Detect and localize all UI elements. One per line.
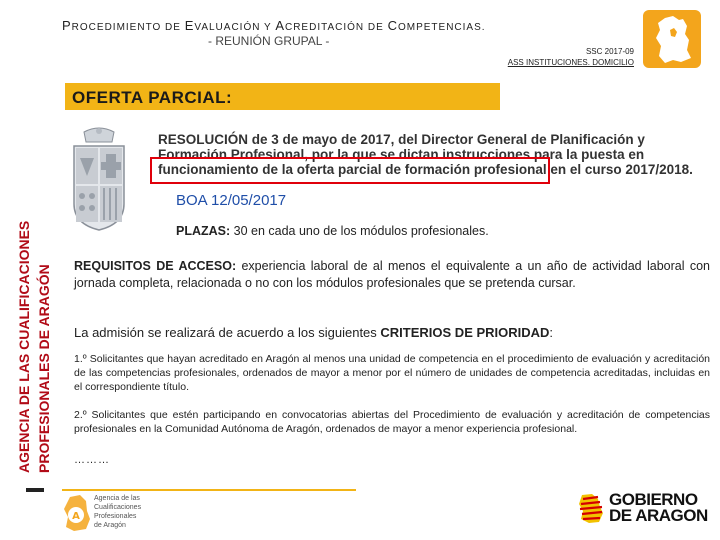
document-code: SSC 2017-09 ASS INSTITUCIONES. DOMICILIO [507, 47, 634, 67]
agency-logo-text: Agencia de las Cualificaciones Profesionales de Aragón [94, 495, 142, 529]
resolution-title: RESOLUCIÓN de 3 de mayo de 2017, del Director General de Planificación y Formación Profesional, por la que se dictan instrucciones para la puesta en funcionamiento de la oferta parcial de formación profesional en el curso 2017/2018. [158, 132, 693, 177]
criterio-2: 2.º Solicitantes que estén participando en convocatorias abiertas del Procedimiento de evaluación y acreditación de competencias profesionales en la Comunidad Autónoma de Aragón, ordenados de mayor a menor experiencia profesional. [74, 409, 710, 435]
svg-text:A: A [72, 511, 80, 522]
requisitos-paragraph: REQUISITOS DE ACCESO: experiencia laboral de al menos el equivalente a un año de actividad laboral con jornada completa, relacionada o no con los módulos profesionales que se pretenda cursar. [74, 259, 710, 290]
agency-logo [60, 493, 92, 533]
aragon-flag-icon [578, 493, 604, 524]
plazas-paragraph: PLAZAS: 30 en cada uno de los módulos profesionales. [176, 224, 489, 238]
admision-paragraph: La admisión se realizará de acuerdo a los siguientes CRITERIOS DE PRIORIDAD: [74, 325, 554, 340]
document-subtitle: - REUNIÓN GRUPAL - [208, 34, 330, 48]
ellipsis: ……… [74, 454, 110, 466]
criterio-1: 1.º Solicitantes que hayan acreditado en Aragón al menos una unidad de competencia en el procedimiento de evaluación y acreditación de las competencias profesionales, ordenados de mayor a menor por el número de unidades de competencia acreditadas, incluidas en el correspondiente título. [74, 353, 710, 393]
aragon-coat-of-arms [64, 124, 134, 236]
boa-reference: BOA 12/05/2017 [176, 192, 287, 209]
footer-divider [62, 489, 356, 491]
gobierno-de-aragon-logo: GOBIERNO DE ARAGON [609, 490, 708, 525]
side-divider [26, 488, 44, 492]
agency-vertical-title: AGENCIA DE LAS CUALIFICACIONES PROFESIONALES DE ARAGÓN [16, 220, 52, 473]
highlight-box [150, 157, 550, 184]
section-heading: OFERTA PARCIAL: [72, 88, 233, 107]
document-title: PROCEDIMIENTO DE EVALUACIÓN Y ACREDITACIÓN DE COMPETENCIAS. [62, 18, 486, 33]
section-heading-band [65, 83, 500, 110]
aragon-map-logo [643, 10, 701, 68]
